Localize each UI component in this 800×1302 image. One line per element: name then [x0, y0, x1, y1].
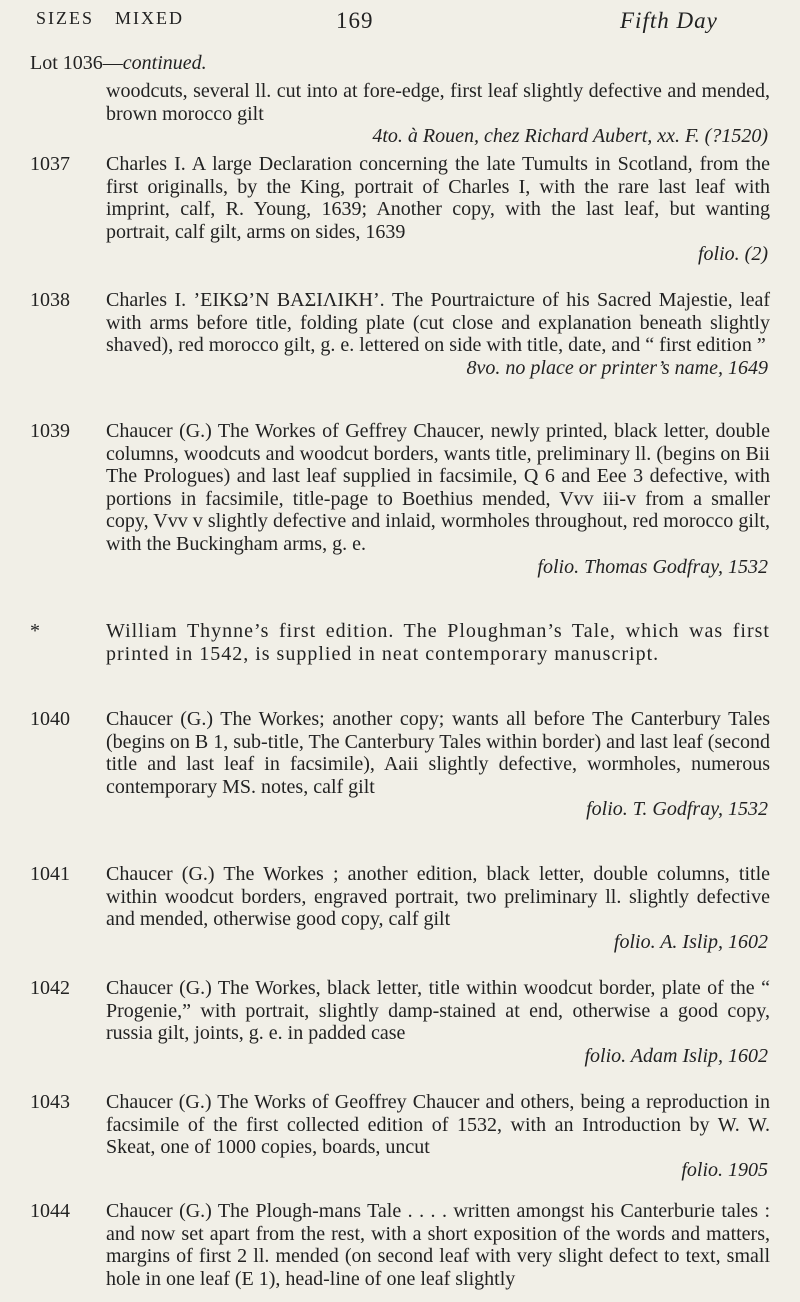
lot-number: 1043 — [30, 1091, 70, 1113]
lot-number: 1041 — [30, 863, 70, 885]
lot-1036-text: woodcuts, several ll. cut into at fore-edge, first leaf slightly defective and mended, brown morocco gilt — [106, 80, 770, 125]
lot-1036-ref: 4to. à Rouen, chez Richard Aubert, xx. F. (?1520) — [372, 125, 768, 148]
lot-text: Charles I. A large Declaration concerning the late Tumults in Scotland, from the first originalls, by the King, portrait of Charles I, with the rare last leaf with imprint, calf, R. Young, 1639; Another copy, with the last leaf, but wanting portrait, calf gilt, arms on sides, 1639 — [106, 153, 770, 243]
lot-ref: folio. Adam Islip, 1602 — [584, 1044, 768, 1067]
lot-entry — [30, 708, 770, 821]
lot-ref: folio. A. Islip, 1602 — [613, 930, 768, 953]
lot-text: Chaucer (G.) The Workes of Geffrey Chaucer, newly printed, black letter, double columns, woodcuts and woodcut borders, wants title, preliminary ll. (begins on Bii The Prologues) and last leaf supplied in facsimile, Q 6 and Eee 3 defective, with portions in facsimile, title-page to Boethius mended, Vvv iii-v from a smaller copy, Vvv v slightly defective and inlaid, wormholes throughout, red morocco gilt, with the Buckingham arms, g. e. — [106, 420, 770, 555]
page-number: 169 — [336, 8, 374, 33]
lot-entry — [30, 420, 770, 578]
header-mixed: MIXED — [115, 8, 184, 28]
lot-entry — [30, 1091, 770, 1181]
lot-text: Chaucer (G.) The Workes; another copy; wants all before The Canterbury Tales (begins on B 1, sub-title, The Canterbury Tales within border) and last leaf (second title and last leaf in facsimile), Aaii slightly defective, wormholes, numerous contemporary MS. notes, calf gilt — [106, 708, 770, 798]
page-header — [30, 8, 760, 42]
lot-ref: folio. Thomas Godfray, 1532 — [537, 555, 768, 578]
lot-text: Charles I. ’ΕΙΚΩ’Ν ΒΑΣΙΛΙΚΗ’. The Pourtraicture of his Sacred Majestie, leaf with arms before title, folding plate (cut close and explanation beneath slightly shaved), red morocco gilt, g. e. lettered on side with title, date, and “ first edition ” — [106, 289, 770, 357]
lot-number: 1044 — [30, 1200, 70, 1222]
lot-text: Chaucer (G.) The Plough-mans Tale . . . . written amongst his Canterburie tales : and now set apart from the rest, with a short exposition of the words and matters, margins of first 2 ll. mended (on second leaf with very slight defect to text, small hole in one leaf (E 1), head-line of one leaf slightly — [106, 1200, 770, 1290]
asterisk-mark: * — [30, 620, 40, 642]
lot-text: Chaucer (G.) The Workes ; another edition, black letter, double columns, title within woodcut borders, engraved portrait, two preliminary ll. slightly defective and mended, otherwise good copy, calf gilt — [106, 863, 770, 931]
lot-number: 1037 — [30, 153, 70, 175]
lot-note-text: William Thynne’s first edition. The Ploughman’s Tale, which was first printed in 1542, is supplied in neat contemporary manuscript. — [106, 620, 770, 665]
lot-number: 1042 — [30, 977, 70, 999]
header-sizes: SIZES — [36, 8, 95, 28]
lot-number: 1039 — [30, 420, 70, 442]
lot-text: Chaucer (G.) The Works of Geoffrey Chaucer and others, being a reproduction in facsimile of the first collected edition of 1532, with an Introduction by W. W. Skeat, one of 1000 copies, boards, uncut — [106, 1091, 770, 1159]
lot-ref: folio. T. Godfray, 1532 — [586, 798, 768, 821]
lot-number: 1038 — [30, 289, 70, 311]
lot-ref: folio. 1905 — [681, 1158, 768, 1181]
lot-entry — [30, 1200, 770, 1290]
lot-ref: folio. (2) — [698, 243, 768, 266]
lot-text: Chaucer (G.) The Workes, black letter, title within woodcut border, plate of the “ Progenie,” with portrait, slightly damp-stained at end, otherwise a good copy, russia gilt, joints, g. e. in padded case — [106, 977, 770, 1045]
lot-heading-label: Lot 1036— — [30, 52, 123, 74]
lot-entry — [30, 289, 770, 379]
lot-entry — [30, 977, 770, 1067]
lot-entry — [30, 863, 770, 953]
lot-heading — [30, 52, 207, 75]
lot-entry — [30, 153, 770, 266]
lot-ref: 8vo. no place or printer’s name, 1649 — [466, 356, 768, 379]
header-day: Fifth Day — [620, 8, 718, 33]
lot-note-entry — [30, 620, 770, 665]
lot-1036-entry — [30, 80, 770, 148]
lot-number: 1040 — [30, 708, 70, 730]
lot-heading-continued: continued. — [122, 52, 207, 74]
